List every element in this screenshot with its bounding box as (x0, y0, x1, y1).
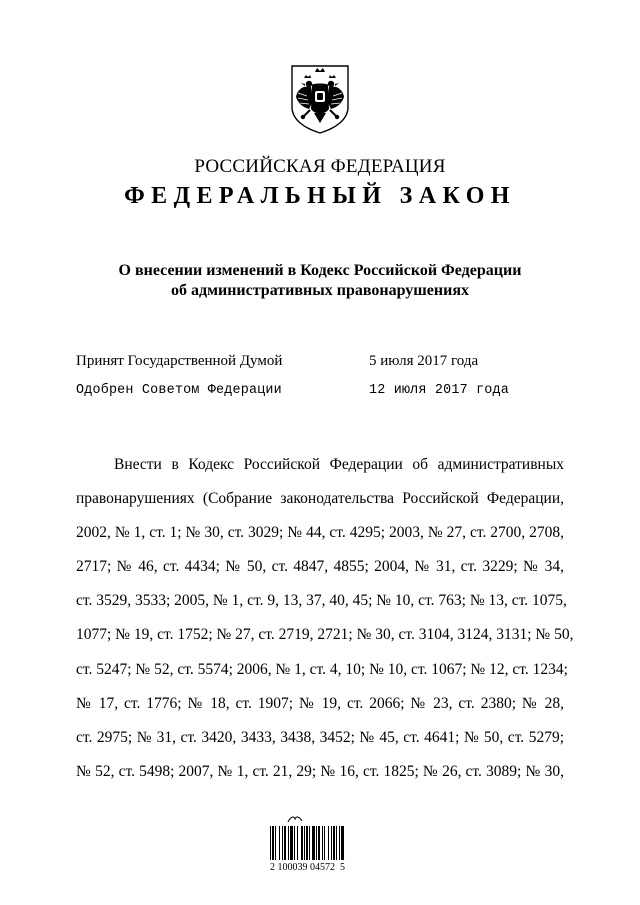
body-line: ст. 2975; № 31, ст. 3420, 3433, 3438, 3452; № 45, ст. 4641; № 50, ст. 5279; (76, 728, 564, 746)
barcode-icon (270, 826, 378, 860)
body-line: 2717; № 46, ст. 4434; № 50, ст. 4847, 4855; 2004, № 31, ст. 3229; № 34, (76, 558, 564, 576)
body-line: № 17, ст. 1776; № 18, ст. 1907; № 19, ст. 2066; № 23, ст. 2380; № 28, (76, 694, 564, 712)
body-line: ст. 5247; № 52, ст. 5574; 2006, № 1, ст. 4, 10; № 10, ст. 1067; № 12, ст. 1234; (76, 660, 568, 678)
adoption-council-date: 12 июля 2017 года (369, 383, 510, 398)
adoption-duma-date: 5 июля 2017 года (369, 353, 479, 369)
law-title (0, 261, 640, 301)
body-line: ст. 3529, 3533; 2005, № 1, ст. 9, 13, 37, 40, 45; № 10, ст. 763; № 13, ст. 1075, (76, 592, 567, 610)
adoption-duma-label: Принят Государственной Думой (76, 353, 283, 369)
country-name: РОССИЙСКАЯ ФЕДЕРАЦИЯ (194, 156, 446, 177)
coat-of-arms-icon (289, 63, 351, 135)
body-line: № 52, ст. 5498; 2007, № 1, ст. 21, 29; № 16, ст. 1825; № 26, ст. 3089; № 30, (76, 762, 564, 780)
barcode-mark-icon (287, 815, 303, 823)
law-title-line: об административных правонарушениях (171, 282, 469, 299)
body-line: Внести в Кодекс Российской Федерации об административных (114, 456, 564, 473)
document-type: ФЕДЕРАЛЬНЫЙ ЗАКОН (124, 183, 516, 209)
body-line: правонарушениях (Собрание законодательства Российской Федерации, (76, 490, 564, 508)
law-body (76, 448, 574, 789)
adoption-council-label: Одобрен Советом Федерации (76, 383, 282, 398)
body-line: 2002, № 1, ст. 1; № 30, ст. 3029; № 44, ст. 4295; 2003, № 27, ст. 2700, 2708, (76, 524, 564, 542)
law-title-line: О внесении изменений в Кодекс Российской Федерации (118, 262, 522, 279)
barcode-digits: 2 100039 04572 5 (270, 862, 345, 873)
body-line: 1077; № 19, ст. 1752; № 27, ст. 2719, 2721; № 30, ст. 3104, 3124, 3131; № 50, (76, 626, 574, 644)
